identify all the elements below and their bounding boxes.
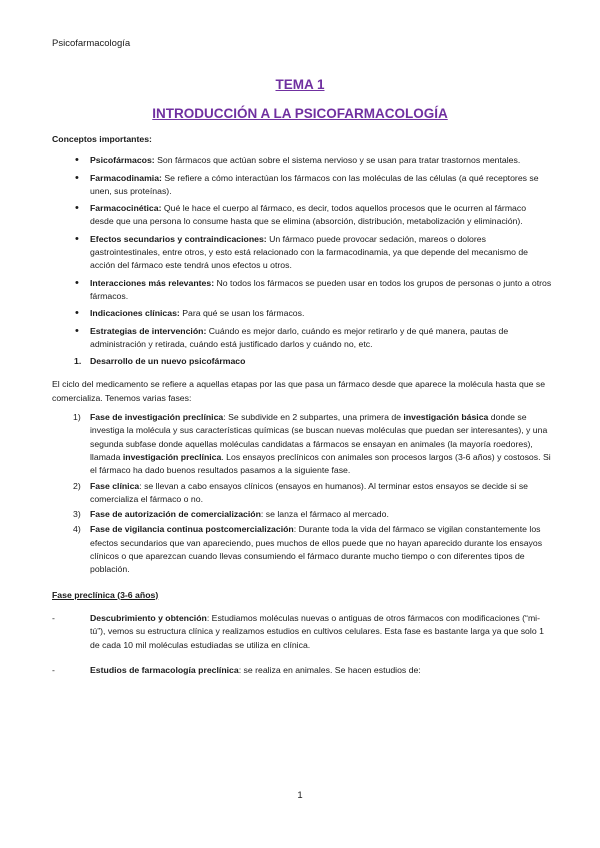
list-item: 3) Fase de autorización de comercialización: se lanza el fármaco al mercado.	[73, 509, 389, 520]
subsection-heading: Fase preclínica (3-6 años)	[52, 589, 159, 600]
chapter-title: TEMA 1	[275, 77, 325, 92]
list-item: • Psicofármacos: Son fármacos que actúan sobre el sistema nervioso y se usan para tratar trastornos mentales.	[90, 154, 552, 167]
list-item: • Farmacodinamia: Se refiere a cómo interactúan los fármacos con las moléculas de las células (a qué receptores se unen, sus proteínas).	[90, 172, 552, 199]
term: Psicofármacos:	[90, 155, 155, 166]
list-item: 2) Fase clínica: se llevan a cabo ensayos clínicos (ensayos en humanos). Al terminar estos ensayos se decide si se comercializa el fármaco o no.	[73, 480, 528, 504]
section-heading: 1. Desarrollo de un nuevo psicofármaco	[74, 356, 246, 367]
list-item: - Descubrimiento y obtención: Estudiamos moléculas nuevas o antiguas de otros fármacos con modificaciones (“mi-tú”), vemos su estructura clínica y realizamos estudios en cultivos celulares. Esta fase es bastante larga ya que solo 1 de cada 10 mil moléculas estudiadas se utiliza en clínica.	[52, 612, 544, 650]
term: Farmacodinamia:	[90, 172, 162, 183]
section-intro: El ciclo del medicamento se refiere a aquellas etapas por las que pasa un fármaco desde que aparece la molécula hasta que se comercializa. Tenemos varias fases:	[52, 379, 546, 403]
term: Efectos secundarios y contraindicaciones:	[90, 233, 267, 244]
concepts-heading: Conceptos importantes:	[52, 134, 152, 144]
term: Indicaciones clínicas:	[90, 308, 180, 319]
term: Estrategias de intervención:	[90, 325, 207, 336]
term: Farmacocinética:	[90, 203, 162, 214]
term: Interacciones más relevantes:	[90, 277, 215, 288]
list-item: 1) Fase de investigación preclínica: Se subdivide en 2 subpartes, una primera de investigación básica donde se investiga la molécula y sus características químicas (se buscan nuevas moléculas que puedan ser interesantes), y una segunda subfase donde aquellas moléculas candidatas a fármacos se ensayan en animales (la mayoría roedores), llamada investigación preclínica. Los ensayos preclínicos con animales son procesos largos (3-6 años) y costosos. Si el fármaco ha dado buenos resultados pasamos a la siguiente fase.	[73, 412, 551, 476]
list-item: - Estudios de farmacología preclínica: se realiza en animales. Se hacen estudios de:	[52, 664, 421, 675]
concepts-list	[52, 154, 552, 351]
list-item: • Efectos secundarios y contraindicaciones: Un fármaco puede provocar sedación, mareos o dolores gastrointestinales, entre otros, y esto está relacionado con la farmacodinamia, ya que depende del mecanismo de acción del fármaco este tendrá unos efectos u otros.	[90, 233, 552, 273]
chapter-subtitle: INTRODUCCIÓN A LA PSICOFARMACOLOGÍA	[152, 106, 448, 121]
list-item: • Estrategias de intervención: Cuándo es mejor darlo, cuándo es mejor retirarlo y de qué manera, pautas de administración y retirada, cuándo está justificado darlos y cuándo no, etc.	[90, 325, 552, 352]
list-item: • Farmacocinética: Qué le hace el cuerpo al fármaco, es decir, todos aquellos procesos que le ocurren al fármaco desde que una persona lo consume hasta que se elimina (absorción, distribución, metabolización y eliminación).	[90, 202, 552, 229]
list-item: 4) Fase de vigilancia continua postcomercialización: Durante toda la vida del fármaco se vigilan constantemente los efectos secundarios que van apareciendo, pues muchos de ellos puede que no hayan aparecido durante los ensayos clínicos o que aparezcan cuando llevas consumiendo el fármaco durante mucho tiempo o con diferentes tipos de población.	[73, 524, 543, 575]
page-number: 1	[297, 790, 303, 801]
document-body	[52, 133, 552, 677]
running-header: Psicofarmacología	[52, 38, 131, 49]
phases-list	[52, 411, 552, 577]
list-item: • Indicaciones clínicas: Para qué se usan los fármacos.	[90, 307, 552, 320]
list-item: • Interacciones más relevantes: No todos los fármacos se pueden usar en todos los grupos de personas o junto a otros fármacos.	[90, 277, 552, 304]
